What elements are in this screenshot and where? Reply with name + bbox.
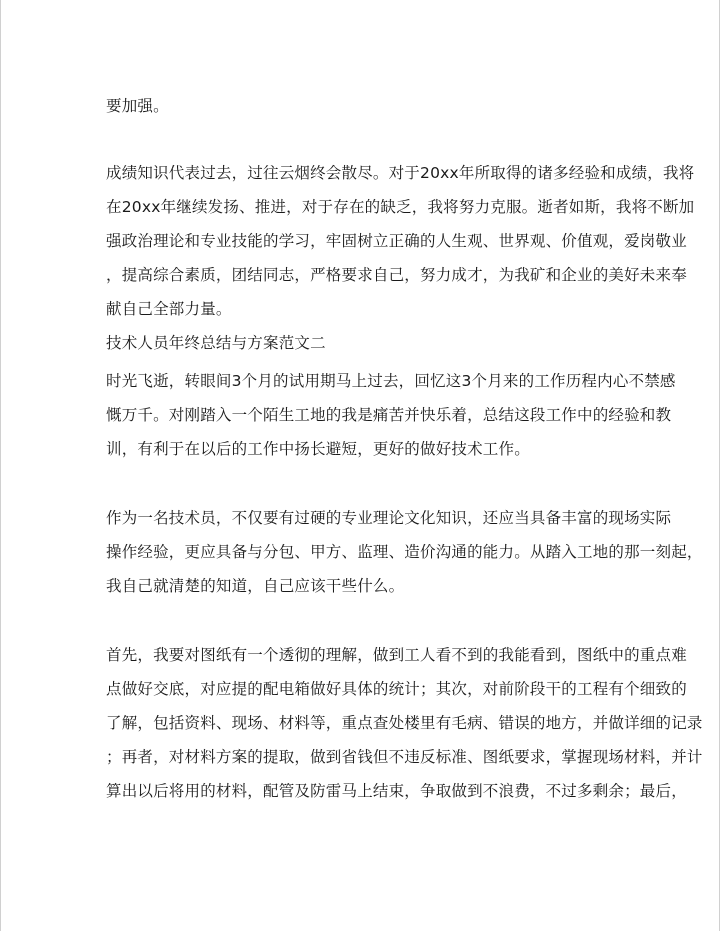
paragraph-line: 首先，我要对图纸有一个透彻的理解，做到工人看不到的我能看到，图纸中的重点难 [106,646,687,664]
paragraph-line: 献自己全部力量。 [106,300,232,318]
paragraph-line: 我自己就清楚的知道，自己应该干些什么。 [106,577,405,595]
paragraph-line: 作为一名技术员，不仅要有过硬的专业理论文化知识，还应当具备丰富的现场实际 [106,509,672,527]
paragraph-line: 了解，包括资料、现场、材料等，重点查处楼里有毛病、错误的地方，并做详细的记录 [106,714,703,732]
paragraph-line: 时光飞逝，转眼间3个月的试用期马上过去，回忆这3个月来的工作历程内心不禁感 [106,372,676,390]
paragraph-line: 操作经验，更应具备与分包、甲方、监理、造价沟通的能力。从踏入工地的那一刻起， [106,543,703,561]
paragraph-line: 慨万千。对刚踏入一个陌生工地的我是痛苦并快乐着，总结这段工作中的经验和教 [106,406,672,424]
paragraph-line: ，提高综合素质，团结同志，严格要求自己，努力成才，为我矿和企业的美好未来奉 [106,266,687,284]
paragraph-line: 要加强。 [106,97,169,115]
paragraph-line: ；再者，对材料方案的提取，做到省钱但不违反标准、图纸要求，掌握现场材料，并计 [106,748,703,766]
section-heading: 技术人员年终总结与方案范文二 [106,334,326,352]
paragraph-line: 强政治理论和专业技能的学习，牢固树立正确的人生观、世界观、价值观，爱岗敬业 [106,232,687,250]
paragraph-line: 在20xx年继续发扬、推进，对于存在的缺乏，我将努力克服。逝者如斯，我将不断加 [106,198,695,216]
paragraph-line: 算出以后将用的材料，配管及防雷马上结束，争取做到不浪费，不过多剩余；最后， [106,782,687,800]
page-border-left [0,0,1,931]
paragraph-line: 点做好交底，对应提的配电箱做好具体的统计；其次，对前阶段干的工程有个细致的 [106,680,687,698]
paragraph-line: 训，有利于在以后的工作中扬长避短，更好的做好技术工作。 [106,440,530,458]
paragraph-line: 成绩知识代表过去，过往云烟终会散尽。对于20xx年所取得的诸多经验和成绩，我将 [106,164,695,182]
